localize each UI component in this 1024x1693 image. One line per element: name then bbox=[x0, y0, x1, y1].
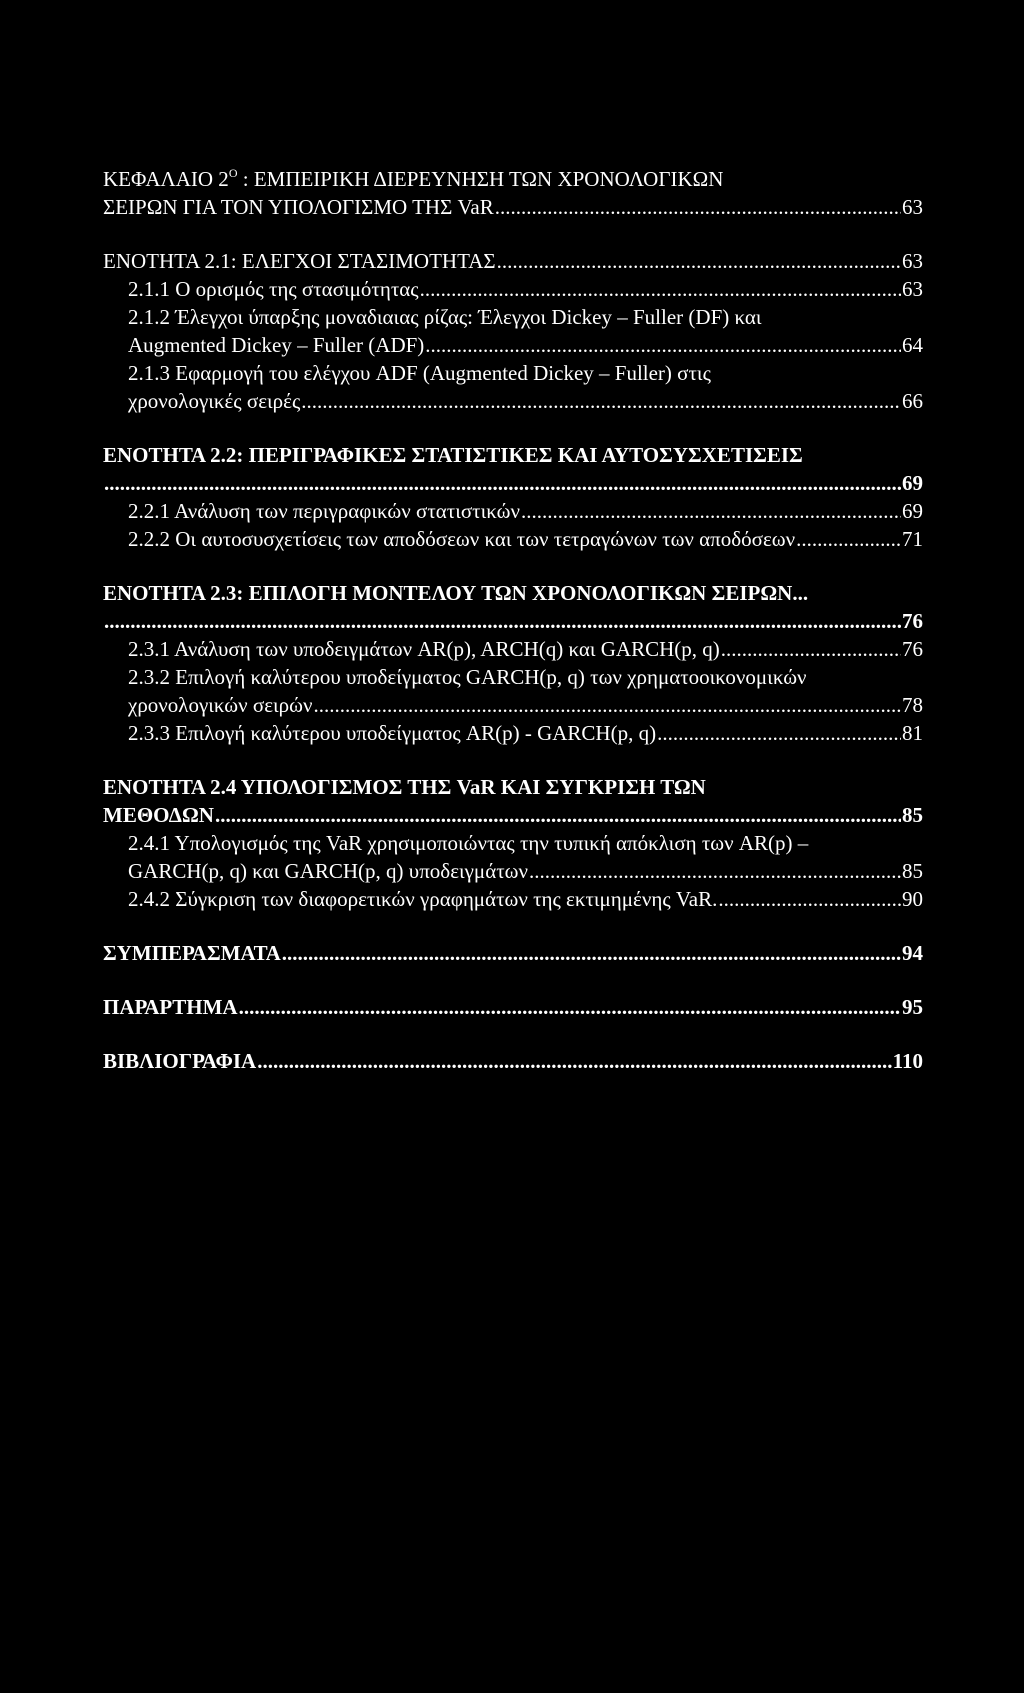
subsection-title: 2.2.2 Οι αυτοσυσχετίσεις των αποδόσεων και των τετραγώνων των αποδόσεων bbox=[128, 527, 796, 551]
dot-leader bbox=[529, 857, 901, 885]
subsection-title-line-2: Augmented Dickey – Fuller (ADF) bbox=[128, 333, 425, 357]
page-number: 71 bbox=[902, 527, 923, 551]
subsection-title-line-2: GARCH(p, q) και GARCH(p, q) υποδειγμάτων bbox=[128, 859, 528, 883]
toc-entry[interactable] bbox=[103, 387, 923, 415]
section-title: ΠΑΡΑΡΤΗΜΑ bbox=[103, 995, 238, 1019]
toc-entry[interactable] bbox=[103, 275, 923, 303]
toc-entry[interactable] bbox=[103, 525, 923, 553]
section-title-line-2: ΜΕΘΟΔΩΝ bbox=[103, 803, 214, 827]
toc-entry-conclusions[interactable] bbox=[103, 939, 923, 967]
subsection-title: 2.2.1 Ανάλυση των περιγραφικών στατιστικών bbox=[128, 499, 520, 523]
chapter-title-prefix: ΚΕΦΑΛΑΙΟ 2 bbox=[103, 167, 229, 191]
section-title[interactable]: ΕΝΟΤΗΤΑ 2.2: ΠΕΡΙΓΡΑΦΙΚΕΣ ΣΤΑΤΙΣΤΙΚΕΣ ΚΑΙ ΑΥΤΟΣΥΣΧΕΤΙΣΕΙΣ bbox=[103, 443, 803, 467]
dot-leader bbox=[420, 275, 901, 303]
toc-entry-bibliography[interactable] bbox=[103, 1047, 923, 1075]
page-number: 63 bbox=[902, 195, 923, 219]
toc-entry[interactable] bbox=[103, 247, 923, 275]
page-number: 85 bbox=[902, 803, 923, 827]
toc-entry[interactable] bbox=[103, 331, 923, 359]
subsection-title: 2.1.1 Ο ορισμός της στασιμότητας bbox=[128, 277, 419, 301]
dot-leader bbox=[425, 331, 901, 359]
page-number: 110 bbox=[892, 1049, 923, 1073]
subsection-title: 2.4.2 Σύγκριση των διαφορετικών γραφημάτων της εκτιμημένης VaR. bbox=[128, 887, 718, 911]
subsection-title: 2.3.3 Επιλογή καλύτερου υποδείγματος AR(p) - GARCH(p, q) bbox=[128, 721, 657, 745]
page-number: 69 bbox=[902, 471, 923, 495]
table-of-contents bbox=[103, 165, 923, 1075]
chapter-title-line-1 bbox=[103, 165, 923, 193]
subsection-title-line-1: 2.4.1 Υπολογισμός της VaR χρησιμοποιώντας την τυπική απόκλιση των AR(p) – bbox=[128, 831, 809, 855]
section-title: ΣΥΜΠΕΡΑΣΜΑΤΑ bbox=[103, 941, 281, 965]
section-title: ΕΝΟΤΗΤΑ 2.1: ΕΛΕΓΧΟΙ ΣΤΑΣΙΜΟΤΗΤΑΣ bbox=[103, 249, 496, 273]
dot-leader bbox=[721, 635, 901, 663]
dot-leader bbox=[239, 993, 901, 1021]
toc-entry-appendix[interactable] bbox=[103, 993, 923, 1021]
subsection-title-line-2: χρονολογικές σειρές bbox=[128, 389, 301, 413]
toc-entry[interactable] bbox=[103, 801, 923, 829]
toc-entry[interactable] bbox=[103, 885, 923, 913]
toc-entry[interactable] bbox=[103, 469, 923, 497]
dot-leader bbox=[104, 607, 901, 635]
page-number: 63 bbox=[902, 277, 923, 301]
toc-entry[interactable] bbox=[103, 857, 923, 885]
dot-leader bbox=[104, 469, 901, 497]
chapter-title-line-2: ΣΕΙΡΩΝ ΓΙΑ ΤΟΝ ΥΠΟΛΟΓΙΣΜΟ ΤΗΣ VaR bbox=[103, 195, 494, 219]
dot-leader bbox=[282, 939, 901, 967]
dot-leader bbox=[497, 247, 901, 275]
subsection-title: 2.3.1 Ανάλυση των υποδειγμάτων AR(p), ARCH(q) και GARCH(p, q) bbox=[128, 637, 720, 661]
toc-entry[interactable] bbox=[103, 497, 923, 525]
page-number: 95 bbox=[902, 995, 923, 1019]
page-number: 76 bbox=[902, 609, 923, 633]
page-number: 64 bbox=[902, 333, 923, 357]
toc-entry[interactable] bbox=[103, 719, 923, 747]
page-number: 66 bbox=[902, 389, 923, 413]
section-title-line-1[interactable]: ΕΝΟΤΗΤΑ 2.4 ΥΠΟΛΟΓΙΣΜΟΣ ΤΗΣ VaR ΚΑΙ ΣΥΓΚΡΙΣΗ ΤΩΝ bbox=[103, 775, 706, 799]
subsection-title-line-1: 2.3.2 Επιλογή καλύτερου υποδείγματος GARCH(p, q) των χρηματοοικονομικών bbox=[128, 665, 807, 689]
page-number: 85 bbox=[902, 859, 923, 883]
toc-entry[interactable] bbox=[103, 635, 923, 663]
toc-entry[interactable] bbox=[103, 607, 923, 635]
page-number: 94 bbox=[902, 941, 923, 965]
dot-leader bbox=[718, 885, 901, 913]
toc-entry[interactable] bbox=[103, 691, 923, 719]
page-number: 90 bbox=[902, 887, 923, 911]
page-number: 63 bbox=[902, 249, 923, 273]
page-number: 78 bbox=[902, 693, 923, 717]
dot-leader bbox=[215, 801, 901, 829]
dot-leader bbox=[521, 497, 901, 525]
page-number: 81 bbox=[902, 721, 923, 745]
dot-leader bbox=[257, 1047, 891, 1075]
chapter-title-superscript: Ο bbox=[228, 166, 238, 180]
page-number: 76 bbox=[902, 637, 923, 661]
dot-leader bbox=[796, 525, 901, 553]
dot-leader bbox=[313, 691, 901, 719]
toc-entry[interactable] bbox=[103, 193, 923, 221]
chapter-title-rest: : ΕΜΠΕΙΡΙΚΗ ΔΙΕΡΕΥΝΗΣΗ ΤΩΝ ΧΡΟΝΟΛΟΓΙΚΩΝ bbox=[237, 167, 724, 191]
section-title[interactable]: ΕΝΟΤΗΤΑ 2.3: ΕΠΙΛΟΓΗ ΜΟΝΤΕΛΟΥ ΤΩΝ ΧΡΟΝΟΛΟΓΙΚΩΝ ΣΕΙΡΩΝ... bbox=[103, 581, 809, 605]
dot-leader bbox=[495, 193, 901, 221]
subsection-title-line-1: 2.1.3 Εφαρμογή του ελέγχου ADF (Augmented Dickey – Fuller) στις bbox=[128, 361, 711, 385]
subsection-title-line-2: χρονολογικών σειρών bbox=[128, 693, 313, 717]
section-title: ΒΙΒΛΙΟΓΡΑΦΙΑ bbox=[103, 1049, 257, 1073]
dot-leader bbox=[301, 387, 901, 415]
subsection-title-line-1: 2.1.2 Έλεγχοι ύπαρξης μοναδιαιας ρίζας: Έλεγχοι Dickey – Fuller (DF) και bbox=[128, 305, 762, 329]
dot-leader bbox=[657, 719, 901, 747]
page-number: 69 bbox=[902, 499, 923, 523]
